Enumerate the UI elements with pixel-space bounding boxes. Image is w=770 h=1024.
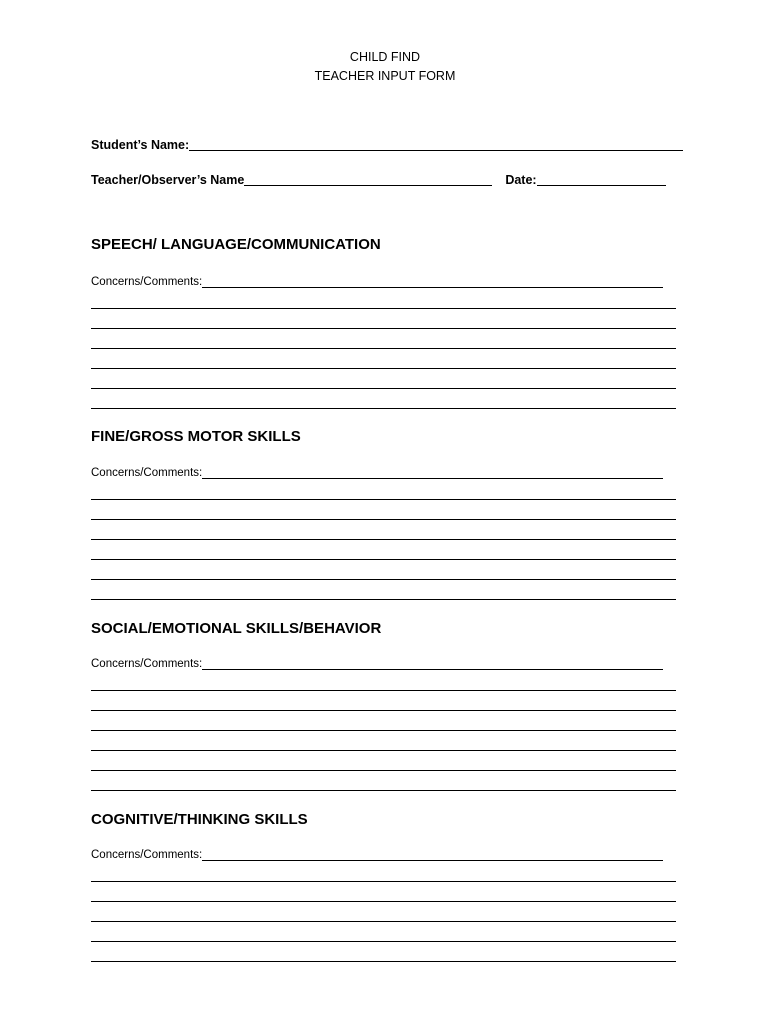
- teacher-name-field[interactable]: [244, 173, 492, 186]
- form-title-line2: TEACHER INPUT FORM: [314, 69, 456, 83]
- date-label: Date:: [505, 173, 537, 187]
- comment-line[interactable]: [91, 710, 676, 711]
- student-name-row: [91, 136, 683, 152]
- comment-line[interactable]: [91, 559, 676, 560]
- concerns-label: Concerns/Comments:: [91, 658, 203, 670]
- comment-line[interactable]: [91, 388, 676, 389]
- section-heading-speech: SPEECH/ LANGUAGE/COMMUNICATION: [91, 236, 381, 253]
- comment-line[interactable]: [91, 730, 676, 731]
- comment-line[interactable]: [91, 921, 676, 922]
- concerns-label: Concerns/Comments:: [91, 276, 203, 288]
- comment-line[interactable]: [91, 308, 676, 309]
- comment-line[interactable]: [91, 881, 676, 882]
- comment-line[interactable]: [91, 770, 676, 771]
- concerns-row-motor: [91, 465, 663, 480]
- student-name-label: Student’s Name:: [91, 138, 190, 152]
- comment-line[interactable]: [91, 579, 676, 580]
- teacher-name-label: Teacher/Observer’s Name: [91, 173, 245, 187]
- comment-line[interactable]: [91, 961, 676, 962]
- comment-line[interactable]: [91, 368, 676, 369]
- concerns-field-motor[interactable]: [202, 466, 663, 479]
- section-heading-cognitive: COGNITIVE/THINKING SKILLS: [91, 811, 308, 828]
- concerns-label: Concerns/Comments:: [91, 467, 203, 479]
- comment-line[interactable]: [91, 328, 676, 329]
- comment-line[interactable]: [91, 941, 676, 942]
- concerns-label: Concerns/Comments:: [91, 849, 203, 861]
- concerns-row-cognitive: [91, 847, 663, 862]
- comment-line[interactable]: [91, 750, 676, 751]
- concerns-row-speech: [91, 274, 663, 289]
- comment-line[interactable]: [91, 690, 676, 691]
- concerns-field-cognitive[interactable]: [202, 848, 663, 861]
- section-heading-motor: FINE/GROSS MOTOR SKILLS: [91, 428, 301, 445]
- comment-line[interactable]: [91, 790, 676, 791]
- comment-line[interactable]: [91, 539, 676, 540]
- comment-line[interactable]: [91, 519, 676, 520]
- comment-line[interactable]: [91, 499, 676, 500]
- comment-line[interactable]: [91, 408, 676, 409]
- comment-line[interactable]: [91, 901, 676, 902]
- date-field[interactable]: [537, 173, 666, 186]
- concerns-field-social[interactable]: [202, 657, 663, 670]
- concerns-row-social: [91, 656, 663, 671]
- comment-line[interactable]: [91, 348, 676, 349]
- concerns-field-speech[interactable]: [202, 275, 663, 288]
- comment-line[interactable]: [91, 599, 676, 600]
- student-name-field[interactable]: [189, 138, 683, 151]
- section-heading-social: SOCIAL/EMOTIONAL SKILLS/BEHAVIOR: [91, 620, 382, 637]
- teacher-name-row: [91, 171, 666, 187]
- form-title: [0, 48, 770, 86]
- form-title-line1: CHILD FIND: [349, 50, 421, 64]
